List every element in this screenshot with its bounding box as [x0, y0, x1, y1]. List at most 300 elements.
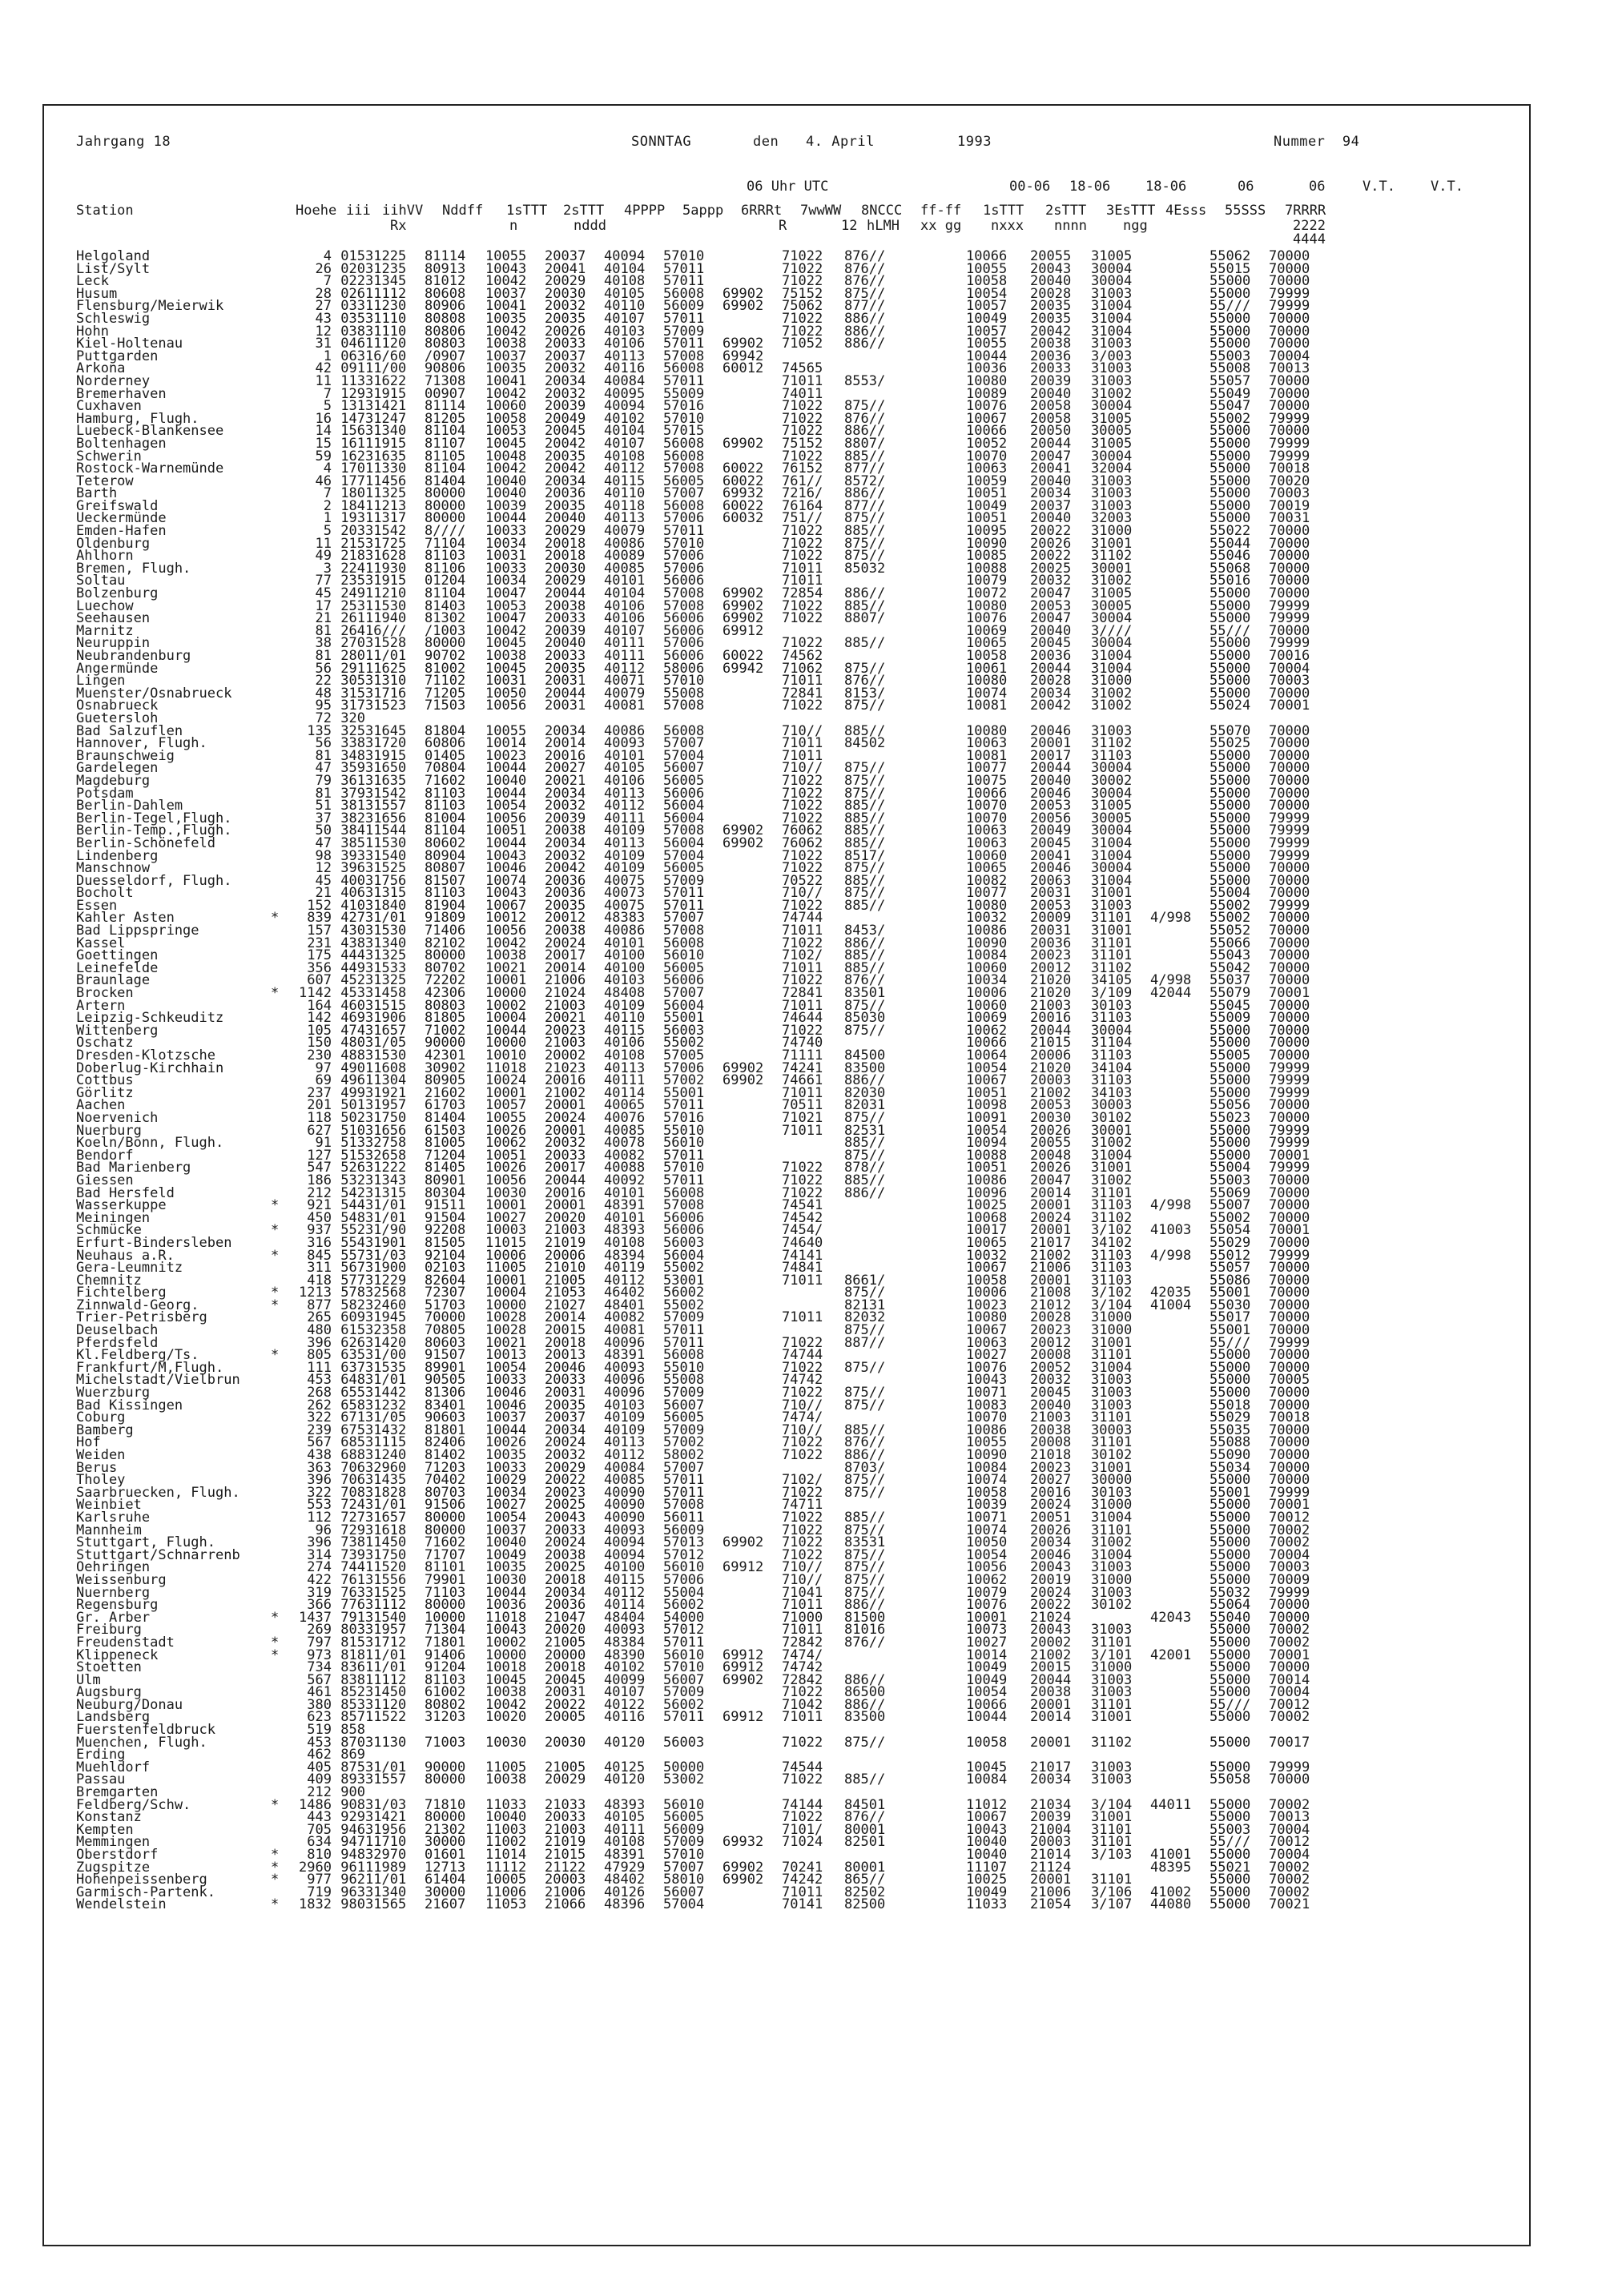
cell-5appp: 56002: [663, 1696, 705, 1713]
cell-55sss: 55000: [1210, 323, 1251, 340]
cell-2sttt: 20000: [545, 1647, 586, 1663]
cell-8nccc: 81500: [844, 1609, 886, 1626]
cell-3esttt: 30004: [1091, 273, 1133, 290]
cell-station: Bamberg: [76, 1421, 134, 1438]
cell-55sss: 55000: [1210, 1497, 1251, 1514]
cell-1sttt-b: 10054: [966, 1060, 1008, 1076]
cell-55sss: 55///: [1210, 1834, 1251, 1851]
cell-8nccc: 865//: [844, 1872, 886, 1888]
cell-2sttt-b: 20014: [1030, 1184, 1072, 1201]
cell-4esss: [1150, 938, 1210, 951]
cell-1sttt: 10056: [485, 810, 527, 826]
cell-4esss: [1150, 1337, 1210, 1350]
cell-mark: [271, 1437, 293, 1450]
cell-7rrrr: 70000: [1269, 1385, 1310, 1401]
cell-1sttt-b: 10061: [966, 660, 1008, 677]
cell-ff-ff: [904, 313, 966, 326]
cell-iihvv: 31657: [365, 1022, 407, 1039]
cell-hoehe: 77: [315, 573, 332, 589]
cell-7wwww: 74744: [782, 1347, 823, 1364]
cell-2sttt: 20025: [545, 1559, 586, 1576]
cell-55sss: 55000: [1210, 872, 1251, 889]
cell-4pppp: 40103: [604, 972, 646, 989]
cell-55sss: 55005: [1210, 1047, 1251, 1064]
cell-ff-ff: [904, 1874, 966, 1887]
cell-3esttt: 31000: [1091, 1322, 1133, 1339]
cell-1sttt-b: 10060: [966, 997, 1008, 1014]
cell-nddff: 31203: [425, 1709, 466, 1726]
cell-hoehe: 111: [307, 1359, 332, 1376]
cell-7rrrr: 70000: [1269, 860, 1310, 877]
cell-iii: 460: [340, 997, 365, 1014]
cell-2sttt: 20045: [545, 423, 586, 440]
cell-55sss: 55000: [1210, 1622, 1251, 1639]
cell-6rrrt: [723, 1762, 782, 1775]
cell-7wwww: 710//: [782, 1397, 823, 1413]
cell-2sttt-b: 20027: [1030, 1472, 1072, 1489]
cell-iii: 490: [340, 1060, 365, 1076]
cell-4esss: [1150, 800, 1210, 813]
cell-3esttt: 31001: [1091, 535, 1133, 552]
cell-7rrrr: 70002: [1269, 1622, 1310, 1639]
cell-iii: 554: [340, 1234, 365, 1251]
cell-6rrrt: 69902: [723, 610, 764, 627]
cell-iii: 193: [340, 510, 365, 527]
cell-4pppp: 40113: [604, 348, 646, 364]
cell-iii: 488: [340, 1047, 365, 1064]
cell-3esttt: 30103: [1091, 1484, 1133, 1501]
cell-iihvv: 11522: [365, 1709, 407, 1726]
cell-1sttt-b: 10032: [966, 910, 1008, 927]
cell-nddff: 30000: [425, 1884, 466, 1900]
cell-iii: 480: [340, 1035, 365, 1051]
cell-iihvv: 31716: [365, 685, 407, 702]
cell-3esttt: 31004: [1091, 1359, 1133, 1376]
cell-8nccc: 875//: [844, 1484, 886, 1501]
cell-7wwww: 71022: [782, 1160, 823, 1176]
cell-mark: *: [271, 1847, 280, 1863]
cell-1sttt: 10003: [485, 1222, 527, 1239]
cell-nddff: 80602: [425, 834, 466, 851]
cell-3esttt: 3/109: [1091, 985, 1133, 1002]
cell-iihvv: 11/01: [365, 1647, 407, 1663]
cell-iihvv: 11930: [365, 560, 407, 577]
cell-7wwww: 72854: [782, 585, 823, 602]
cell-hoehe: 69: [315, 1072, 332, 1089]
cell-1sttt-b: 10067: [966, 1072, 1008, 1089]
cell-2sttt: 20033: [545, 648, 586, 664]
cell-iii: 338: [340, 735, 365, 752]
cell-1sttt: 10034: [485, 1484, 527, 1501]
cell-iii: 156: [340, 423, 365, 440]
cell-5appp: 57010: [663, 1160, 705, 1176]
cell-4pppp: 40106: [604, 336, 646, 352]
cell-7rrrr: 70000: [1269, 423, 1310, 440]
cell-nddff: 10000: [425, 1609, 466, 1626]
cell-1sttt: 10001: [485, 972, 527, 989]
cell-2sttt: 20029: [545, 1459, 586, 1476]
cell-iii: 280: [340, 648, 365, 664]
cell-4pppp: 48383: [604, 910, 646, 927]
cell-nddff: 8////: [425, 523, 466, 540]
cell-1sttt: 11014: [485, 1847, 527, 1863]
cell-3esttt: 31003: [1091, 472, 1133, 489]
cell-ff-ff: [904, 1687, 966, 1699]
cell-2sttt-b: 20016: [1030, 1484, 1072, 1501]
cell-55sss: 55030: [1210, 1297, 1251, 1313]
cell-55sss: 55029: [1210, 1234, 1251, 1251]
cell-8nccc: 885//: [844, 822, 886, 839]
cell-mark: [271, 425, 293, 438]
cell-7rrrr: 79999: [1269, 435, 1310, 452]
cell-5appp: 58010: [663, 1872, 705, 1888]
cell-2sttt: 20034: [545, 472, 586, 489]
cell-iii: 325: [340, 722, 365, 739]
cell-1sttt-b: 10058: [966, 1272, 1008, 1289]
cell-8nccc: 82501: [844, 1834, 886, 1851]
cell-7rrrr: 79999: [1269, 597, 1310, 614]
cell-3esttt: 30004: [1091, 785, 1133, 802]
cell-3esttt: 31002: [1091, 685, 1133, 702]
cell-5appp: 57006: [663, 560, 705, 577]
cell-1sttt: 10028: [485, 1322, 527, 1339]
cell-hoehe: 45: [315, 585, 332, 602]
cell-7rrrr: 70000: [1269, 385, 1310, 402]
cell-hoehe: 72: [315, 710, 332, 726]
cell-nddff: 81005: [425, 1135, 466, 1152]
cell-nddff: 71503: [425, 698, 466, 714]
cell-2sttt-b: 20006: [1030, 1047, 1072, 1064]
cell-55sss: 55066: [1210, 935, 1251, 951]
cell-nddff: 92104: [425, 1247, 466, 1264]
cell-iihvv: 31345: [365, 273, 407, 290]
cell-mark: [271, 251, 293, 263]
cell-station: Teterow: [76, 472, 134, 489]
cell-55sss: 55002: [1210, 897, 1251, 914]
cell-iii: 038: [340, 323, 365, 340]
cell-55sss: 55000: [1210, 510, 1251, 527]
cell-2sttt-b: 20026: [1030, 1122, 1072, 1139]
cell-2sttt-b: 20044: [1030, 1671, 1072, 1688]
cell-7wwww: 71011: [782, 1884, 823, 1900]
cell-nddff: 81507: [425, 872, 466, 889]
cell-7wwww: 71011: [782, 747, 823, 764]
cell-55sss: 55000: [1210, 1571, 1251, 1588]
cell-ff-ff: [904, 1587, 966, 1600]
cell-4pppp: 40107: [604, 1684, 646, 1701]
cell-7rrrr: 70004: [1269, 1684, 1310, 1701]
group-vt-2: V.T.: [1431, 179, 1463, 195]
cell-iii: 452: [340, 972, 365, 989]
cell-1sttt: 10026: [485, 1434, 527, 1451]
cell-7rrrr: 70001: [1269, 1147, 1310, 1164]
cell-7rrrr: 79999: [1269, 635, 1310, 652]
cell-iihvv: 11/01: [365, 1659, 407, 1676]
cell-2sttt-b: 20030: [1030, 1109, 1072, 1126]
cell-4esss: [1150, 251, 1210, 263]
cell-4esss: [1150, 1699, 1210, 1712]
cell-5appp: 55002: [663, 1297, 705, 1313]
cell-mark: *: [271, 1297, 280, 1313]
cell-ff-ff: [904, 251, 966, 263]
cell-3esttt: 31003: [1091, 1771, 1133, 1788]
cell-4esss: [1150, 563, 1210, 576]
cell-iihvv: 31650: [365, 760, 407, 777]
cell-mark: [271, 1574, 293, 1587]
cell-8nccc: 885//: [844, 947, 886, 964]
cell-5appp: 57005: [663, 1047, 705, 1064]
cell-2sttt-b: 20031: [1030, 885, 1072, 902]
cell-2sttt-b: 20039: [1030, 372, 1072, 389]
cell-mark: *: [271, 1796, 280, 1813]
cell-3esttt: 31103: [1091, 747, 1133, 764]
cell-nddff: 81004: [425, 810, 466, 826]
cell-3esttt: 31002: [1091, 1172, 1133, 1188]
cell-55sss: 55000: [1210, 273, 1251, 290]
cell-55sss: 55000: [1210, 485, 1251, 502]
cell-8nccc: 876//: [844, 260, 886, 277]
cell-hoehe: 319: [307, 1584, 332, 1601]
cell-station: Soltau: [76, 573, 126, 589]
cell-station: Dresden-Klotzsche: [76, 1047, 215, 1064]
cell-7wwww: 71022: [782, 548, 823, 565]
cell-7rrrr: 70000: [1269, 260, 1310, 277]
cell-6rrrt: [723, 762, 782, 775]
cell-iihvv: 31535: [365, 1359, 407, 1376]
cell-station: Wendelstein: [76, 1896, 167, 1913]
cell-iihvv: 32758: [365, 1135, 407, 1152]
cell-iii: 180: [340, 485, 365, 502]
cell-5appp: 57013: [663, 1534, 705, 1551]
cell-mark: *: [271, 1285, 280, 1301]
cell-mark: *: [271, 1347, 280, 1364]
cell-55sss: 55029: [1210, 1409, 1251, 1426]
cell-2sttt-b: 20031: [1030, 923, 1072, 939]
cell-2sttt: 20013: [545, 1347, 586, 1364]
cell-1sttt: 10034: [485, 535, 527, 552]
cell-station: Bad Marienberg: [76, 1160, 191, 1176]
cell-8nccc: 885//: [844, 722, 886, 739]
cell-hoehe: 1: [323, 348, 332, 364]
cell-8nccc: 875//: [844, 885, 886, 902]
cell-station: Neubrandenburg: [76, 648, 191, 664]
cell-iii: 444: [340, 947, 365, 964]
cell-4pppp: 40065: [604, 1097, 646, 1114]
cell-4pppp: 40104: [604, 585, 646, 602]
cell-5appp: 55010: [663, 1122, 705, 1139]
cell-hoehe: 43: [315, 310, 332, 327]
cell-hoehe: 112: [307, 1509, 332, 1526]
cell-iihvv: 31635: [365, 448, 407, 464]
cell-3esttt: 31000: [1091, 1309, 1133, 1326]
cell-8nccc: 8661/: [844, 1272, 886, 1289]
cell-iii: 671: [340, 1409, 365, 1426]
cell-hoehe: 380: [307, 1696, 332, 1713]
cell-iihvv: 31240: [365, 1447, 407, 1463]
cell-5appp: 57006: [663, 635, 705, 652]
cell-hoehe: 734: [307, 1659, 332, 1676]
cell-2sttt: 20039: [545, 810, 586, 826]
cell-3esttt: 31003: [1091, 1684, 1133, 1701]
cell-2sttt-b: 21017: [1030, 1234, 1072, 1251]
cell-3esttt: 30001: [1091, 1122, 1133, 1139]
cell-iihvv: 31343: [365, 1172, 407, 1188]
cell-3esttt: 31003: [1091, 1372, 1133, 1389]
cell-1sttt-b: 10080: [966, 372, 1008, 389]
cell-iihvv: 31515: [365, 997, 407, 1014]
cell-5appp: 57008: [663, 698, 705, 714]
cell-7wwww: 74742: [782, 1372, 823, 1389]
cell-ff-ff: [904, 800, 966, 813]
cell-1sttt: 10033: [485, 560, 527, 577]
cell-4pppp: 40094: [604, 1546, 646, 1563]
cell-iihvv: 11710: [365, 1834, 407, 1851]
cell-station: Passau: [76, 1771, 126, 1788]
cell-mark: [271, 925, 293, 938]
cell-8nccc: 875//: [844, 1559, 886, 1576]
cell-ff-ff: [904, 1787, 966, 1799]
cell-2sttt: 20033: [545, 1147, 586, 1164]
cell-3esttt: 30004: [1091, 610, 1133, 627]
cell-1sttt-b: 10036: [966, 360, 1008, 377]
cell-3esttt: 31102: [1091, 735, 1133, 752]
cell-4esss: 44080: [1150, 1896, 1192, 1913]
cell-1sttt-b: 10069: [966, 1010, 1008, 1027]
cell-iihvv: 11213: [365, 497, 407, 514]
cell-55sss: 55088: [1210, 1434, 1251, 1451]
cell-hoehe: 11: [315, 372, 332, 389]
cell-1sttt: 10053: [485, 597, 527, 614]
col-3esttt: 3EsTTT: [1106, 203, 1156, 219]
cell-5appp: 56004: [663, 997, 705, 1014]
cell-2sttt: 20039: [545, 622, 586, 639]
cell-4pppp: 40110: [604, 485, 646, 502]
cell-1sttt-b: 10082: [966, 872, 1008, 889]
cell-mark: [271, 1150, 293, 1163]
cell-4pppp: 40106: [604, 610, 646, 627]
cell-4esss: 42044: [1150, 985, 1192, 1002]
cell-1sttt-b: 10062: [966, 1022, 1008, 1039]
cell-station: Ulm: [76, 1671, 101, 1688]
cell-4pppp: 40101: [604, 573, 646, 589]
cell-4esss: [1150, 1624, 1210, 1637]
cell-4pppp: 46402: [604, 1285, 646, 1301]
cell-mark: [271, 850, 293, 863]
cell-7wwww: 71022: [782, 698, 823, 714]
cell-iii: 162: [340, 448, 365, 464]
cell-8nccc: 885//: [844, 1135, 886, 1152]
cell-iihvv: 11/01: [365, 1872, 407, 1888]
cell-5appp: 56007: [663, 1397, 705, 1413]
cell-ff-ff: [904, 263, 966, 276]
cell-1sttt-b: 10045: [966, 1759, 1008, 1775]
cell-2sttt: 21024: [545, 985, 586, 1002]
cell-6rrrt: 69902: [723, 1060, 764, 1076]
cell-1sttt: 10042: [485, 273, 527, 290]
cell-2sttt-b: 20043: [1030, 1622, 1072, 1639]
cell-3esttt: 31004: [1091, 834, 1133, 851]
cell-2sttt-b: 20012: [1030, 1334, 1072, 1351]
cell-3esttt: 3/103: [1091, 1847, 1133, 1863]
cell-iihvv: 31247: [365, 410, 407, 427]
cell-3esttt: 30004: [1091, 260, 1133, 277]
cell-6rrrt: [723, 1112, 782, 1125]
cell-4pppp: 40079: [604, 523, 646, 540]
cell-2sttt-b: 20047: [1030, 610, 1072, 627]
cell-6rrrt: [723, 1212, 782, 1225]
cell-ff-ff: [904, 463, 966, 476]
cell-4esss: [1150, 613, 1210, 625]
cell-6rrrt: [723, 1275, 782, 1288]
cell-4esss: [1150, 1037, 1210, 1050]
cell-7rrrr: 70002: [1269, 1634, 1310, 1651]
cell-mark: [271, 825, 293, 838]
cell-8nccc: 81016: [844, 1622, 886, 1639]
cell-1sttt-b: 10089: [966, 385, 1008, 402]
cell-55sss: 55043: [1210, 947, 1251, 964]
cell-7wwww: 74241: [782, 1060, 823, 1076]
cell-4esss: [1150, 525, 1210, 538]
cell-ff-ff: [904, 1474, 966, 1487]
cell-8nccc: 875//: [844, 1397, 886, 1413]
cell-55sss: 55000: [1210, 798, 1251, 814]
cell-iihvv: 31325: [365, 972, 407, 989]
cell-3esttt: 31003: [1091, 485, 1133, 502]
cell-mark: [271, 1525, 293, 1538]
cell-ff-ff: [904, 863, 966, 875]
cell-hoehe: 175: [307, 947, 332, 964]
cell-4pppp: 40086: [604, 722, 646, 739]
cell-3esttt: 31004: [1091, 660, 1133, 677]
cell-4esss: [1150, 1425, 1210, 1438]
volume-label: Jahrgang 18: [76, 134, 171, 150]
cell-5appp: 56008: [663, 448, 705, 464]
cell-1sttt-b: 10063: [966, 1334, 1008, 1351]
cell-station: Neuruppin: [76, 635, 151, 652]
cell-iii: 406: [340, 885, 365, 902]
cell-4esss: [1150, 1150, 1210, 1163]
cell-1sttt: 10037: [485, 1522, 527, 1538]
cell-5appp: 55010: [663, 1359, 705, 1376]
cell-nddff: 81114: [425, 248, 466, 264]
cell-iii: 361: [340, 772, 365, 789]
cell-ff-ff: [904, 451, 966, 464]
cell-55sss: 55016: [1210, 573, 1251, 589]
cell-2sttt-b: 20053: [1030, 597, 1072, 614]
cell-4esss: [1150, 1550, 1210, 1562]
cell-iii: 815: [340, 1634, 365, 1651]
cell-nddff: 71602: [425, 772, 466, 789]
cell-hoehe: 607: [307, 972, 332, 989]
cell-2sttt-b: 20053: [1030, 1097, 1072, 1114]
cell-nddff: 00907: [425, 385, 466, 402]
cell-2sttt: 21122: [545, 1859, 586, 1876]
table-row: [76, 1774, 1328, 1787]
cell-station: Erfurt-Bindersleben: [76, 1234, 232, 1251]
cell-hoehe: 450: [307, 1209, 332, 1226]
cell-6rrrt: 60032: [723, 510, 764, 527]
cell-hoehe: 51: [315, 798, 332, 814]
cell-station: Wasserkuppe: [76, 1197, 167, 1214]
cell-station: Berlin-Tegel,Flugh.: [76, 810, 232, 826]
cell-3esttt: 3/106: [1091, 1884, 1133, 1900]
cell-ff-ff: [904, 688, 966, 701]
cell-8nccc: 877//: [844, 497, 886, 514]
cell-2sttt: 20038: [545, 597, 586, 614]
cell-1sttt: 10030: [485, 1734, 527, 1751]
cell-iii: 803: [340, 1622, 365, 1639]
cell-3esttt: 31003: [1091, 1385, 1133, 1401]
